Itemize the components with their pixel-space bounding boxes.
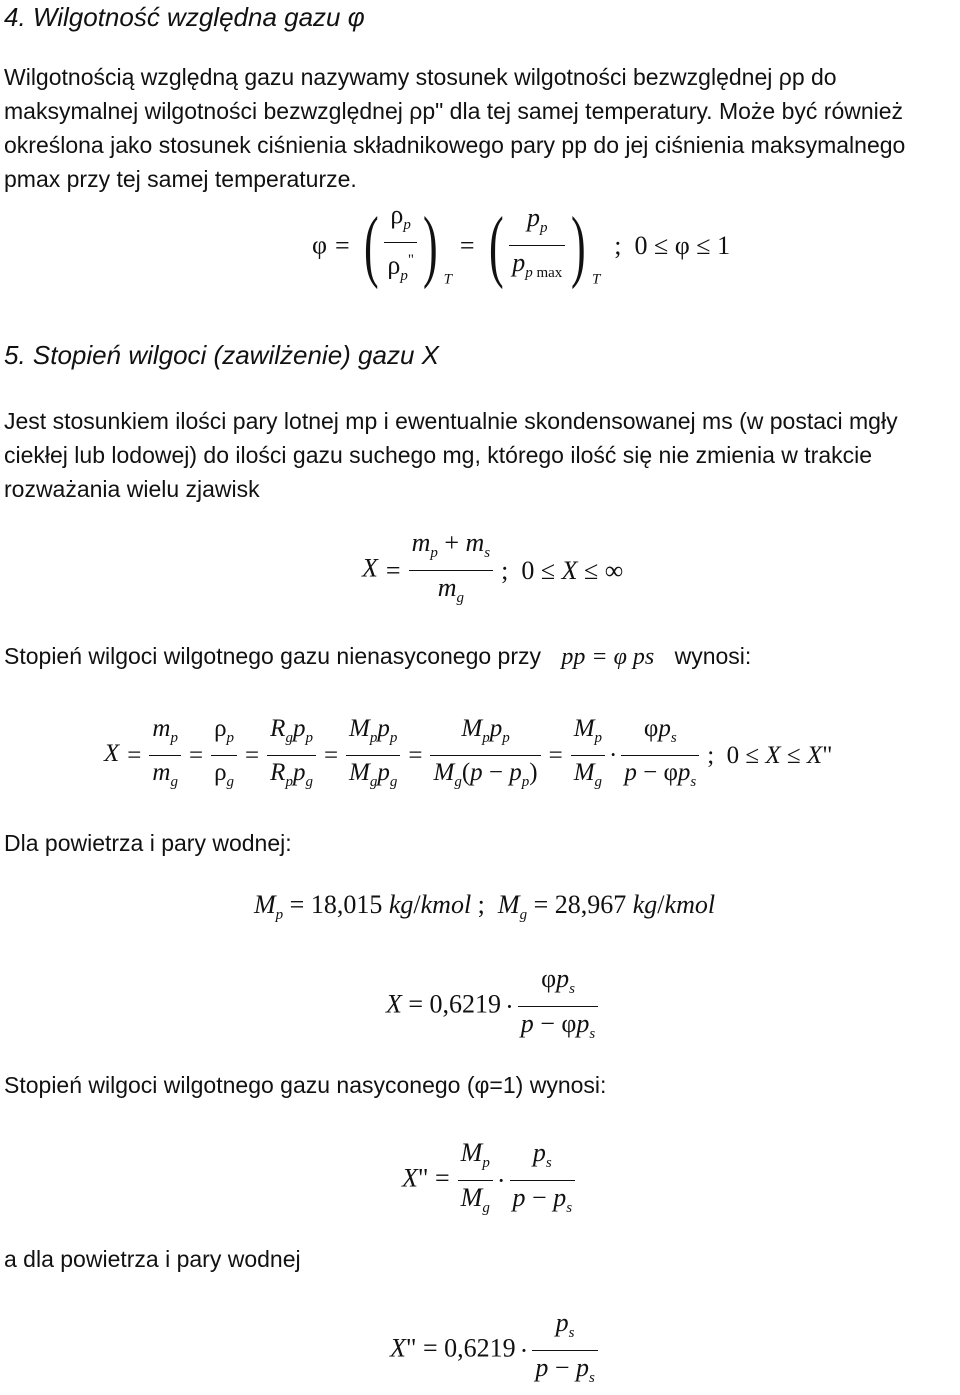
section-4-heading: 4. Wilgotność względna gazu φ — [4, 2, 365, 32]
molar-masses: $M_p = 18,015$ kg/kmol ; $M_g = 28,967$ kg/kmol — [254, 890, 716, 924]
section-4-paragraph: Wilgotnością względną gazu nazywamy stosunek wilgotności bezwzględnej ρp do maksymalnej wilgotności bezwzględnej ρp" dla tej samej temperatury. Może być również określona jako stosunek ciśnienia składnikowego pary pp do jej ciśnienia maksymalnego pmax przy tej samej temperaturze. — [4, 64, 906, 192]
unsaturated-intro-text: Stopień wilgoci wilgotnego gazu nienasyconego przy — [4, 643, 542, 669]
section-5-paragraph: Jest stosunkiem ilości pary lotnej mp i ewentualnie skondensowanej ms (w postaci mgły ciekłej lub lodowej) do ilości gazu suchego mg, którego ilość się nie zmienia w trakcie rozważania wielu zjawisk — [4, 408, 898, 502]
unsaturated-condition: pp = φ ps — [561, 644, 655, 670]
saturated-air-intro: a dla powietrza i pary wodnej — [4, 1246, 301, 1272]
unsaturated-tail-text: wynosi: — [674, 643, 752, 669]
formula-x-saturated-air: X" = 0,6219 · $\frac{p_s}{p - p_s}$ — [390, 1306, 598, 1395]
section-5-heading: 5. Stopień wilgoci (zawilżenie) gazu X — [4, 340, 439, 370]
formula-x-unsaturated: X = $\frac{m_p}{m_g}$ = $\frac{\rho_p}{\rho_g}$ = $R_gp_p$ $R_pp_g$ = $M_pp_p$ $M_gp_g$ = $M_pp_p$ $M_g(p - p_p)$ = $\frac{M_p}{M_g}$ · $\varphi p_s$ $p - \varphi p_s$ ; 0 ≤ X ≤ X" — [104, 712, 832, 799]
formula-x-air: X = 0,6219 · $\varphi p_s$ $p - \varphi p_s$ — [386, 962, 598, 1051]
formula-x-definition: X = $\frac{m_p + m_s}{m_g}$ ; 0 ≤ X ≤ ∞ — [362, 528, 624, 607]
formula-x-saturated: X" = $\frac{M_p}{M_g}$ · $\frac{p_s}{p - p_s}$ — [402, 1136, 575, 1225]
air-water-intro: Dla powietrza i pary wodnej: — [4, 830, 292, 856]
unsaturated-intro-line — [4, 643, 751, 671]
formula-relative-humidity: φ = ( $\frac{\rho_p}{\rho_p^"}$ ) $_T$= ( $p_p$ $p_{p max}$ ) $_T$; 0 ≤ φ ≤ 1 — [312, 200, 731, 290]
saturated-intro: Stopień wilgoci wilgotnego gazu nasyconego (φ=1) wynosi: — [4, 1072, 607, 1098]
